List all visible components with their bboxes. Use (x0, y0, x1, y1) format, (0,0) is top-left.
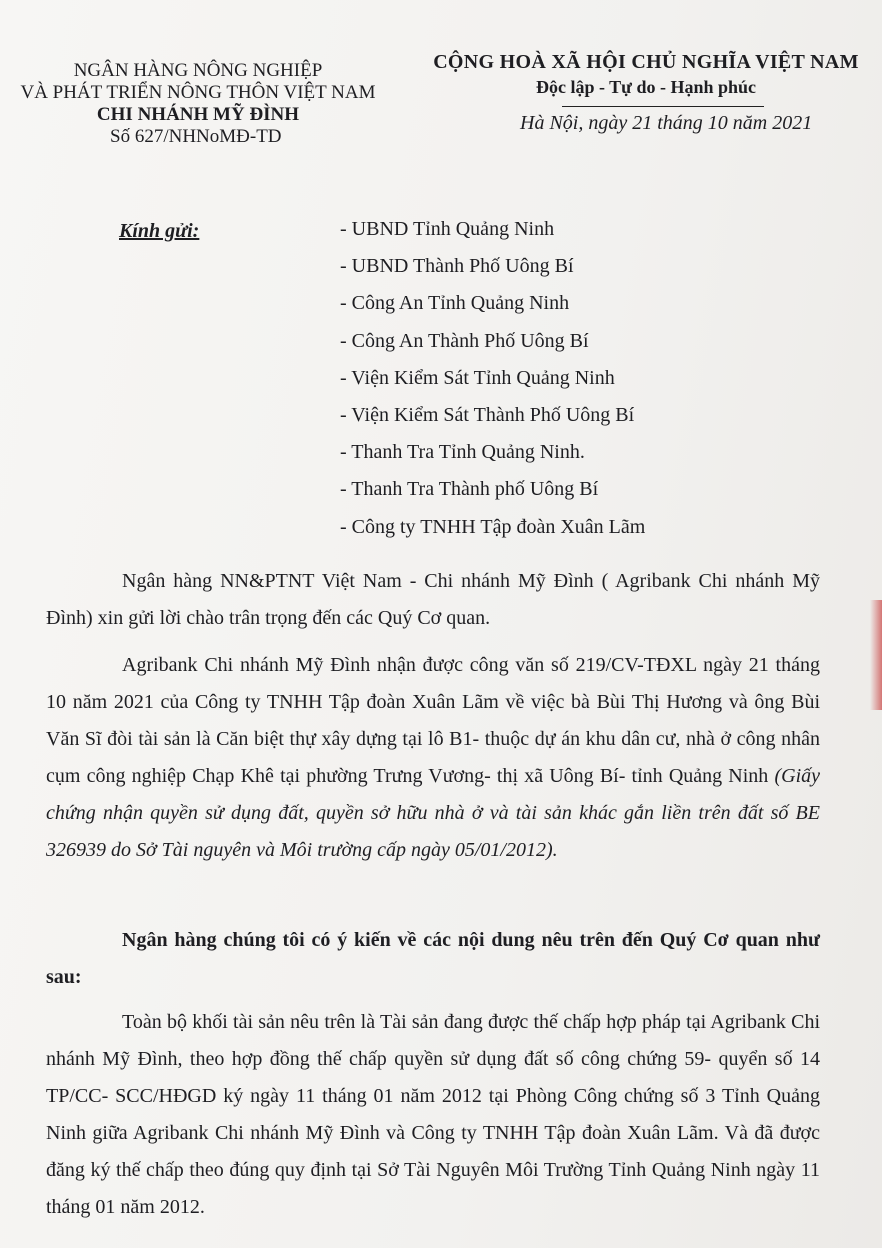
recipient-item: - Viện Kiểm Sát Tỉnh Quảng Ninh (340, 366, 615, 389)
document-date: Hà Nội, ngày 21 tháng 10 năm 2021 (520, 112, 813, 134)
notice-main-text: Agribank Chi nhánh Mỹ Đình nhận được công văn số 219/CV-TĐXL ngày 21 tháng 10 năm 2021 của Công ty TNHH Tập đoàn Xuân Lãm về việc bà Bùi Thị Hương và ông Bùi Văn Sĩ đòi tài sản là Căn biệt thự xây dựng tại lô B1- thuộc dự án khu dân cư, nhà ở công nhân cụm công nghiệp Chạp Khê tại phường Trưng Vương- thị xã Uông Bí- tỉnh Quảng Ninh (46, 654, 820, 787)
national-header (416, 50, 876, 107)
document-reference: Số 627/NHNoMĐ-TD (110, 126, 282, 147)
assets-paragraph: Toàn bộ khối tài sản nêu trên là Tài sản đang được thế chấp hợp pháp tại Agribank Chi nhánh Mỹ Đình, theo hợp đồng thế chấp quyền sử dụng đất số công chứng 59- quyển số 14 TP/CC- SCC/HĐGD ký ngày 11 tháng 01 năm 2012 tại Phòng Công chứng số 3 Tỉnh Quảng Ninh giữa Agribank Chi nhánh Mỹ Đình và Công ty TNHH Tập đoàn Xuân Lãm. Và đã được đăng ký thế chấp theo đúng quy định tại Sở Tài Nguyên Môi Trường Tỉnh Quảng Ninh ngày 11 tháng 01 năm 2012. (46, 1011, 820, 1218)
recipient-item: - Công ty TNHH Tập đoàn Xuân Lãm (340, 515, 646, 538)
page-edge (870, 600, 882, 710)
greeting-label: Kính gửi: (119, 220, 200, 242)
recipient-item: - UBND Tỉnh Quảng Ninh (340, 218, 555, 240)
recipient-item: - Công An Tỉnh Quảng Ninh (340, 292, 570, 315)
bank-name-line2: VÀ PHÁT TRIỂN NÔNG THÔN VIỆT NAM (20, 82, 376, 103)
national-motto: Độc lập - Tự do - Hạnh phúc (535, 77, 757, 97)
branch-name: CHI NHÁNH MỸ ĐÌNH (96, 104, 300, 125)
nation-title: CỘNG HOÀ XÃ HỘI CHỦ NGHĨA VIỆT NAM (433, 51, 859, 73)
opinion-heading: Ngân hàng chúng tôi có ý kiến về các nội dung nêu trên đến Quý Cơ quan như sau: (46, 929, 820, 988)
recipient-item: - Thanh Tra Thành phố Uông Bí (340, 478, 599, 501)
issuer-header (12, 60, 384, 148)
recipient-list (340, 213, 645, 548)
recipient-item: - UBND Thành Phố Uông Bí (340, 255, 574, 278)
motto-underline (562, 106, 764, 107)
recipient-item: - Viện Kiểm Sát Thành Phố Uông Bí (340, 403, 635, 426)
notice-certificate-text: (Giấy chứng nhận quyền sử dụng đất, quyền sở hữu nhà ở và tài sản khác gắn liền trên đất số BE 326939 do Sở Tài nguyên và Môi trường cấp ngày 05/01/2012). (46, 765, 821, 861)
recipient-item: - Thanh Tra Tỉnh Quảng Ninh. (340, 441, 585, 464)
intro-paragraph: Ngân hàng NN&PTNT Việt Nam - Chi nhánh Mỹ Đình ( Agribank Chi nhánh Mỹ Đình) xin gửi lời chào trân trọng đến các Quý Cơ quan. (46, 570, 820, 629)
notice-paragraph (46, 647, 820, 869)
bank-name-line1: NGÂN HÀNG NÔNG NGHIỆP (73, 60, 323, 81)
recipient-item: - Công An Thành Phố Uông Bí (340, 329, 589, 352)
